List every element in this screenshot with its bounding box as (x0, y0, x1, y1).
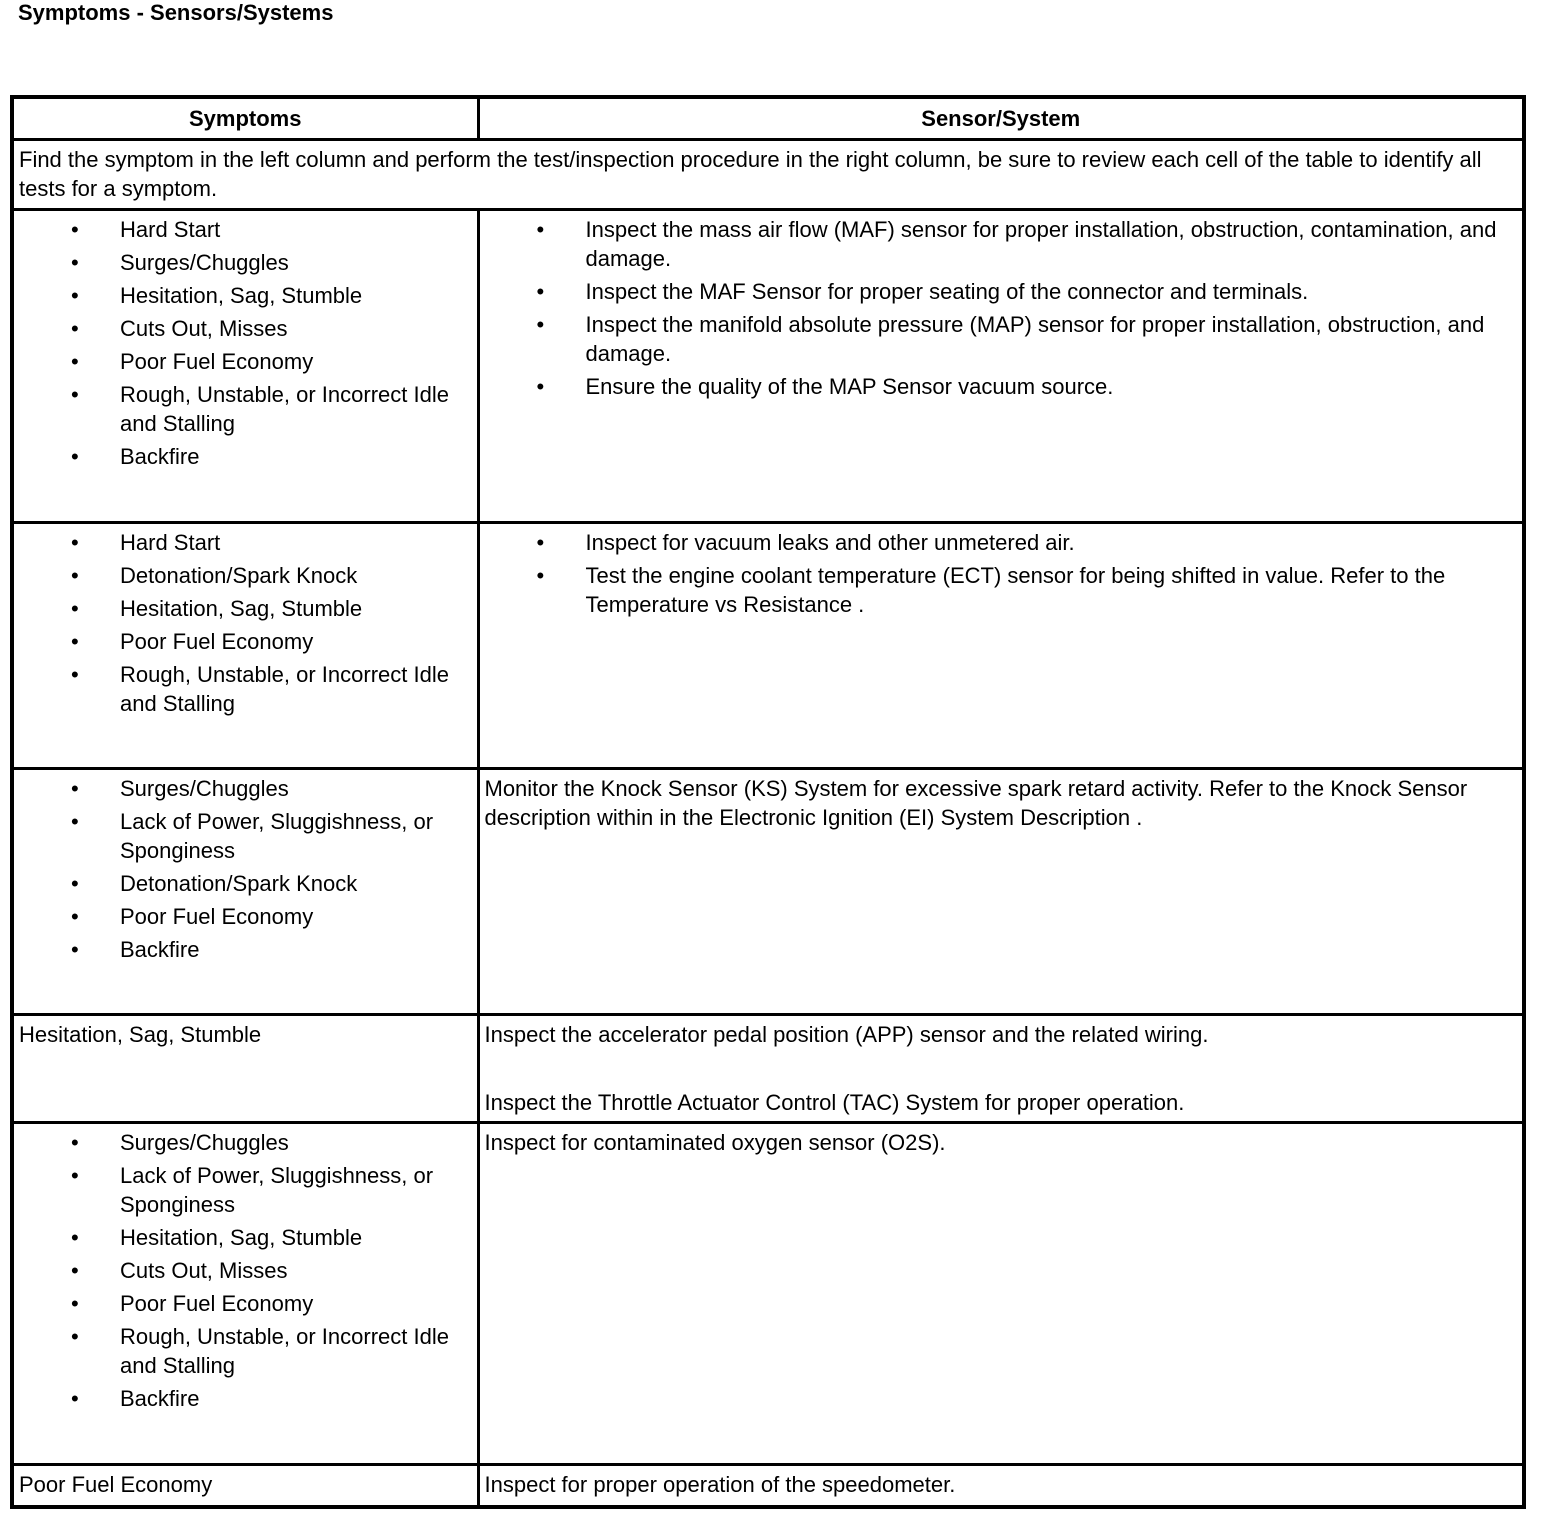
bullet-icon: • (71, 1162, 79, 1188)
list-item-text: Hard Start (120, 529, 221, 555)
list-item-text: Inspect the MAF Sensor for proper seating of the connector and terminals. (585, 278, 1309, 304)
list-item (19, 935, 472, 964)
bullet-icon: • (71, 348, 79, 374)
bullet-list (19, 774, 472, 964)
table-row (12, 1464, 1524, 1507)
table-row (12, 522, 1524, 768)
procedure-text: Inspect the accelerator pedal position (APP) sensor and the related wiring. (484, 1021, 1209, 1047)
bullet-icon: • (71, 808, 79, 834)
instructions: Find the symptom in the left column and perform the test/inspection procedure in the right column, be sure to review each cell of the table to identify all tests for a symptom. (12, 139, 1524, 209)
list-item-text: Backfire (120, 936, 200, 962)
sensor-system-cell (478, 768, 1524, 1014)
list-item-text: Hesitation, Sag, Stumble (120, 595, 363, 621)
bullet-icon: • (71, 562, 79, 588)
list-item (19, 1223, 472, 1252)
list-item (19, 215, 472, 244)
list-item (19, 807, 472, 865)
header-sensor-system: Sensor/System (478, 97, 1524, 139)
list-item-text: Surges/Chuggles (120, 249, 289, 275)
list-item-text: Rough, Unstable, or Incorrect Idle and Stalling (120, 1323, 449, 1378)
bullet-icon: • (71, 381, 79, 407)
table-row (12, 768, 1524, 1014)
bullet-icon: • (536, 562, 545, 588)
list-item-text: Lack of Power, Sluggishness, or Sponginess (120, 1162, 434, 1217)
symptoms-cell (12, 1122, 478, 1464)
list-item (19, 528, 472, 557)
list-item (485, 561, 1518, 619)
list-item (19, 660, 472, 718)
bullet-icon: • (71, 443, 79, 469)
bullet-icon: • (71, 1290, 79, 1316)
list-item-text: Hesitation, Sag, Stumble (120, 1224, 363, 1250)
symptoms-cell (12, 522, 478, 768)
table-row (12, 1122, 1524, 1464)
bullet-icon: • (71, 1385, 79, 1411)
table-row (12, 1014, 1524, 1122)
bullet-icon: • (71, 628, 79, 654)
list-item (485, 310, 1518, 368)
list-item-text: Rough, Unstable, or Incorrect Idle and Stalling (120, 661, 449, 716)
list-item-text: Inspect for vacuum leaks and other unmetered air. (585, 529, 1075, 555)
list-item (19, 1384, 472, 1413)
list-item (19, 774, 472, 803)
list-item (19, 902, 472, 931)
bullet-icon: • (71, 282, 79, 308)
bullet-list (19, 1128, 472, 1413)
list-item (19, 1289, 472, 1318)
list-item-text: Rough, Unstable, or Incorrect Idle and Stalling (120, 381, 449, 436)
list-item-text: Hard Start (120, 216, 221, 242)
sensor-system-cell (478, 1122, 1524, 1464)
list-item-text: Inspect the manifold absolute pressure (MAP) sensor for proper installation, obstruction, and damage. (585, 311, 1485, 366)
sensor-system-cell (478, 1464, 1524, 1507)
list-item (19, 281, 472, 310)
list-item (19, 1161, 472, 1219)
list-item-text: Surges/Chuggles (120, 1129, 289, 1155)
procedure-text: Inspect the Throttle Actuator Control (TAC) System for proper operation. (484, 1089, 1185, 1115)
bullet-icon: • (536, 278, 545, 304)
list-item (19, 347, 472, 376)
sensor-system-cell (478, 1014, 1524, 1122)
list-item (19, 1128, 472, 1157)
list-item (19, 314, 472, 343)
bullet-icon: • (71, 1323, 79, 1349)
symptoms-cell: Poor Fuel Economy (12, 1464, 478, 1507)
table-row (12, 209, 1524, 522)
bullet-icon: • (71, 936, 79, 962)
list-item (19, 869, 472, 898)
bullet-list (19, 528, 472, 718)
list-item (19, 1322, 472, 1380)
symptoms-cell (12, 209, 478, 522)
list-item (19, 442, 472, 471)
bullet-icon: • (71, 216, 79, 242)
list-item-text: Backfire (120, 443, 200, 469)
list-item (19, 594, 472, 623)
bullet-icon: • (71, 1129, 79, 1155)
list-item (19, 380, 472, 438)
sensor-system-cell (478, 209, 1524, 522)
list-item-text: Poor Fuel Economy (120, 903, 314, 929)
list-item-text: Hesitation, Sag, Stumble (120, 282, 363, 308)
list-item-text: Lack of Power, Sluggishness, or Sponginess (120, 808, 434, 863)
sensor-system-cell (478, 522, 1524, 768)
bullet-icon: • (536, 529, 545, 555)
bullet-list (485, 528, 1518, 619)
list-item-text: Ensure the quality of the MAP Sensor vacuum source. (585, 373, 1114, 399)
list-item (485, 215, 1518, 273)
bullet-icon: • (71, 661, 79, 687)
list-item-text: Inspect the mass air flow (MAF) sensor for proper installation, obstruction, contamination, and damage. (585, 216, 1497, 271)
list-item-text: Poor Fuel Economy (120, 348, 314, 374)
bullet-icon: • (536, 216, 545, 242)
list-item-text: Backfire (120, 1385, 200, 1411)
list-item-text: Cuts Out, Misses (120, 315, 288, 341)
procedure-text: Monitor the Knock Sensor (KS) System for excessive spark retard activity. Refer to the Knock Sensor description within in the Electronic Ignition (EI) System Description . (484, 775, 1468, 830)
list-item-text: Detonation/Spark Knock (120, 870, 358, 896)
bullet-icon: • (71, 529, 79, 555)
procedure-text: Inspect for contaminated oxygen sensor (O2S). (484, 1129, 946, 1155)
list-item (19, 1256, 472, 1285)
list-item (19, 248, 472, 277)
list-item-text: Test the engine coolant temperature (ECT) sensor for being shifted in value. Refer to the Temperature vs Resistance . (585, 562, 1446, 617)
procedure-text: Inspect for proper operation of the speedometer. (484, 1471, 956, 1497)
bullet-icon: • (71, 249, 79, 275)
bullet-icon: • (71, 595, 79, 621)
list-item (485, 372, 1518, 401)
bullet-icon: • (536, 373, 545, 399)
list-item-text: Poor Fuel Economy (120, 628, 314, 654)
list-item-text: Surges/Chuggles (120, 775, 289, 801)
bullet-icon: • (71, 903, 79, 929)
list-item (485, 528, 1518, 557)
list-item-text: Poor Fuel Economy (120, 1290, 314, 1316)
header-symptoms: Symptoms (12, 97, 478, 139)
symptoms-cell (12, 768, 478, 1014)
symptoms-table (10, 95, 1526, 1509)
list-item (19, 561, 472, 590)
bullet-icon: • (71, 775, 79, 801)
bullet-icon: • (71, 870, 79, 896)
bullet-icon: • (71, 315, 79, 341)
list-item-text: Detonation/Spark Knock (120, 562, 358, 588)
page-title: Symptoms - Sensors/Systems (18, 0, 334, 25)
bullet-icon: • (71, 1224, 79, 1250)
symptoms-cell: Hesitation, Sag, Stumble (12, 1014, 478, 1122)
list-item-text: Cuts Out, Misses (120, 1257, 288, 1283)
list-item (485, 277, 1518, 306)
list-item (19, 627, 472, 656)
bullet-list (19, 215, 472, 471)
bullet-list (485, 215, 1518, 401)
bullet-icon: • (71, 1257, 79, 1283)
bullet-icon: • (536, 311, 545, 337)
